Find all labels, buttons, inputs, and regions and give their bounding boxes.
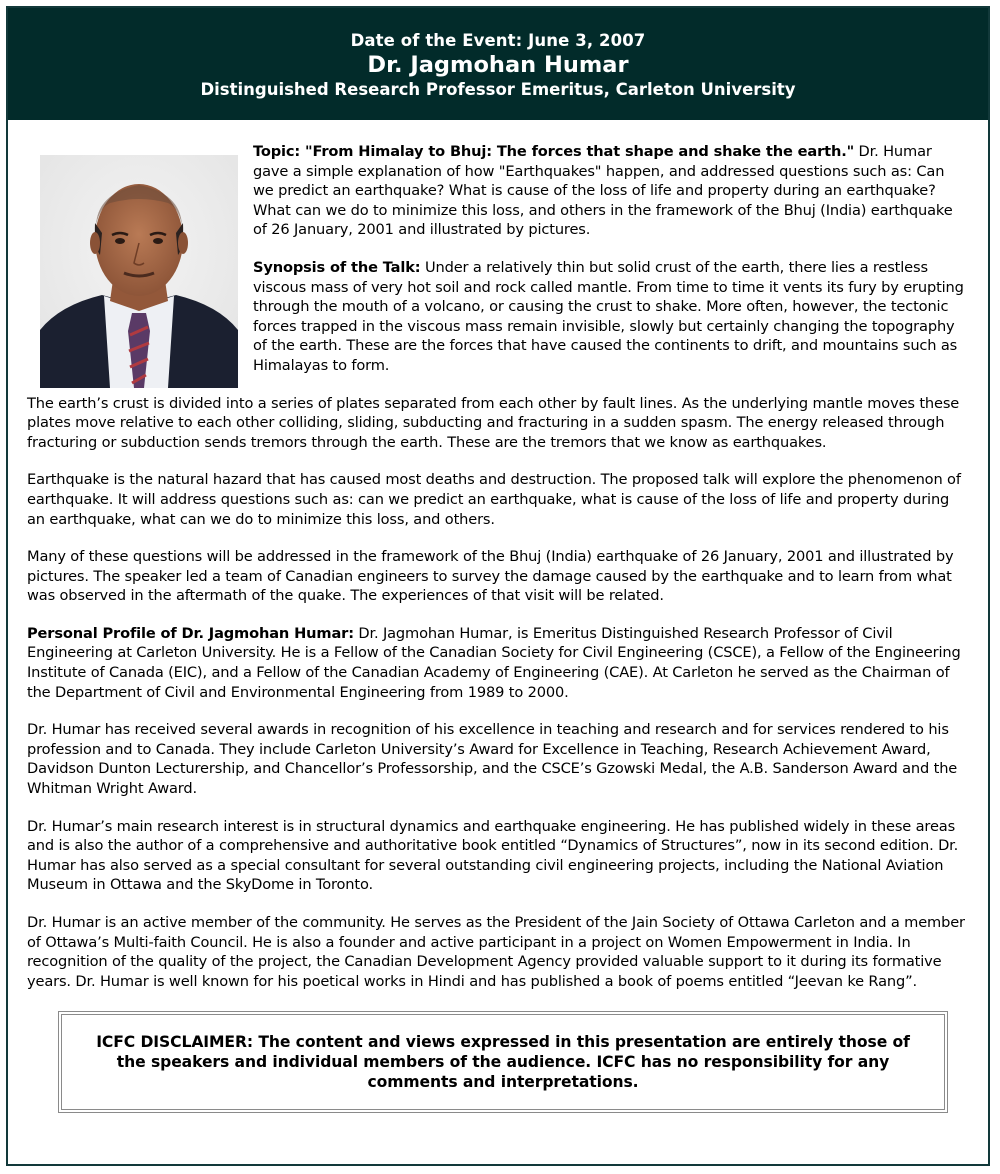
topic-text: Dr. Humar gave a simple explanation of how "Earthquakes" happen, and addressed questions such as: Can we predict an earthquake? What is cause of the loss of life and property during an earthquake? What can we do to minimize this loss, and others in the framework of the Bhuj (India) earthquake of 26 January, 2001 and illustrated by pictures.	[253, 143, 953, 239]
synopsis-label: Synopsis of the Talk:	[253, 258, 421, 276]
event-page	[6, 6, 990, 1166]
hazard-paragraph: Earthquake is the natural hazard that has caused most deaths and destruction. The proposed talk will explore the phenomenon of earthquake. It will address questions such as: can we predict an earthquake, what is cause of the loss of life and property during an earthquake, what can we do to minimize this loss, and others.	[27, 471, 961, 528]
topic-label: Topic: "From Himalay to Bhuj: The forces that shape and shake the earth."	[253, 143, 855, 160]
awards-paragraph: Dr. Humar has received several awards in recognition of his excellence in teaching and research and for services rendered to his profession and to Canada. They include Carleton University’s Award for Excellence in Teaching, Research Achievement Award, Davidson Dunton Lecturership, and Chancellor’s Professorship, and the CSCE’s Gzowski Medal, the A.B. Sanderson Award and the Whitman Wright Award.	[27, 721, 958, 798]
speaker-photo	[40, 155, 238, 388]
event-content	[8, 120, 988, 1113]
profile-text: Dr. Jagmohan Humar, is Emeritus Distinguished Research Professor of Civil Engineering at Carleton University. He is a Fellow of the Canadian Society for Civil Engineering (CSCE), a Fellow of the Engineering Institute of Canada (EIC), and a Fellow of the Canadian Academy of Engineering (CAE). At Carleton he served as the Chairman of the Department of Civil and Environmental Engineering from 1989 to 2000.	[27, 624, 961, 701]
disclaimer-box	[58, 1011, 948, 1113]
profile-label: Personal Profile of Dr. Jagmohan Humar:	[27, 624, 354, 642]
bhuj-paragraph: Many of these questions will be addressed in the framework of the Bhuj (India) earthquake of 26 January, 2001 and illustrated by pictures. The speaker led a team of Canadian engineers to survey the damage caused by the earthquake and to learn from what was observed in the aftermath of the quake. The experiences of that visit will be related.	[27, 548, 954, 605]
disclaimer-text: ICFC DISCLAIMER: The content and views expressed in this presentation are entirely those of the speakers and individual members of the audience. ICFC has no responsibility for any comments and interpretations.	[96, 1033, 910, 1092]
portrait-image	[40, 155, 238, 388]
speaker-title: Distinguished Research Professor Emeritus, Carleton University	[200, 80, 796, 99]
profile-paragraph	[27, 624, 969, 702]
speaker-name: Dr. Jagmohan Humar	[367, 52, 629, 78]
synopsis-text: Under a relatively thin but solid crust of the earth, there lies a restless viscous mass of very hot soil and rock called mantle. From time to time it vents its fury by erupting through the mouth of a volcano, or causing the crust to shake. More often, however, the tectonic forces trapped in the viscous mass remain invisible, slowly but certainly changing the topography of the earth. These are the forces that have caused the continents to drift, and mountains such as Himalayas to form.	[253, 258, 964, 374]
crust-paragraph: The earth’s crust is divided into a series of plates separated from each other by fault lines. As the underlying mantle moves these plates move relative to each other colliding, sliding, subducting and fracturing in a sudden spasm. The energy released through fracturing or subduction sends tremors through the earth. These are the tremors that we know as earthquakes.	[27, 394, 960, 451]
event-header	[8, 8, 988, 120]
research-paragraph: Dr. Humar’s main research interest is in structural dynamics and earthquake engineering. He has published widely in these areas and is also the author of a comprehensive and authoritative book entitled “Dynamics of Structures”, now in its second edition. Dr. Humar has also served as a special consultant for several outstanding civil engineering projects, including the National Aviation Museum in Ottawa and the SkyDome in Toronto.	[27, 817, 959, 894]
community-paragraph: Dr. Humar is an active member of the community. He serves as the President of the Jain Society of Ottawa Carleton and a member of Ottawa’s Multi-faith Council. He is also a founder and active participant in a project on Women Empowerment in India. In recognition of the quality of the project, the Canadian Development Agency provided valuable support to it during its formative years. Dr. Humar is well known for his poetical works in Hindi and has published a book of poems entitled “Jeevan ke Rang”.	[27, 914, 965, 990]
event-date: Date of the Event: June 3, 2007	[350, 31, 646, 50]
